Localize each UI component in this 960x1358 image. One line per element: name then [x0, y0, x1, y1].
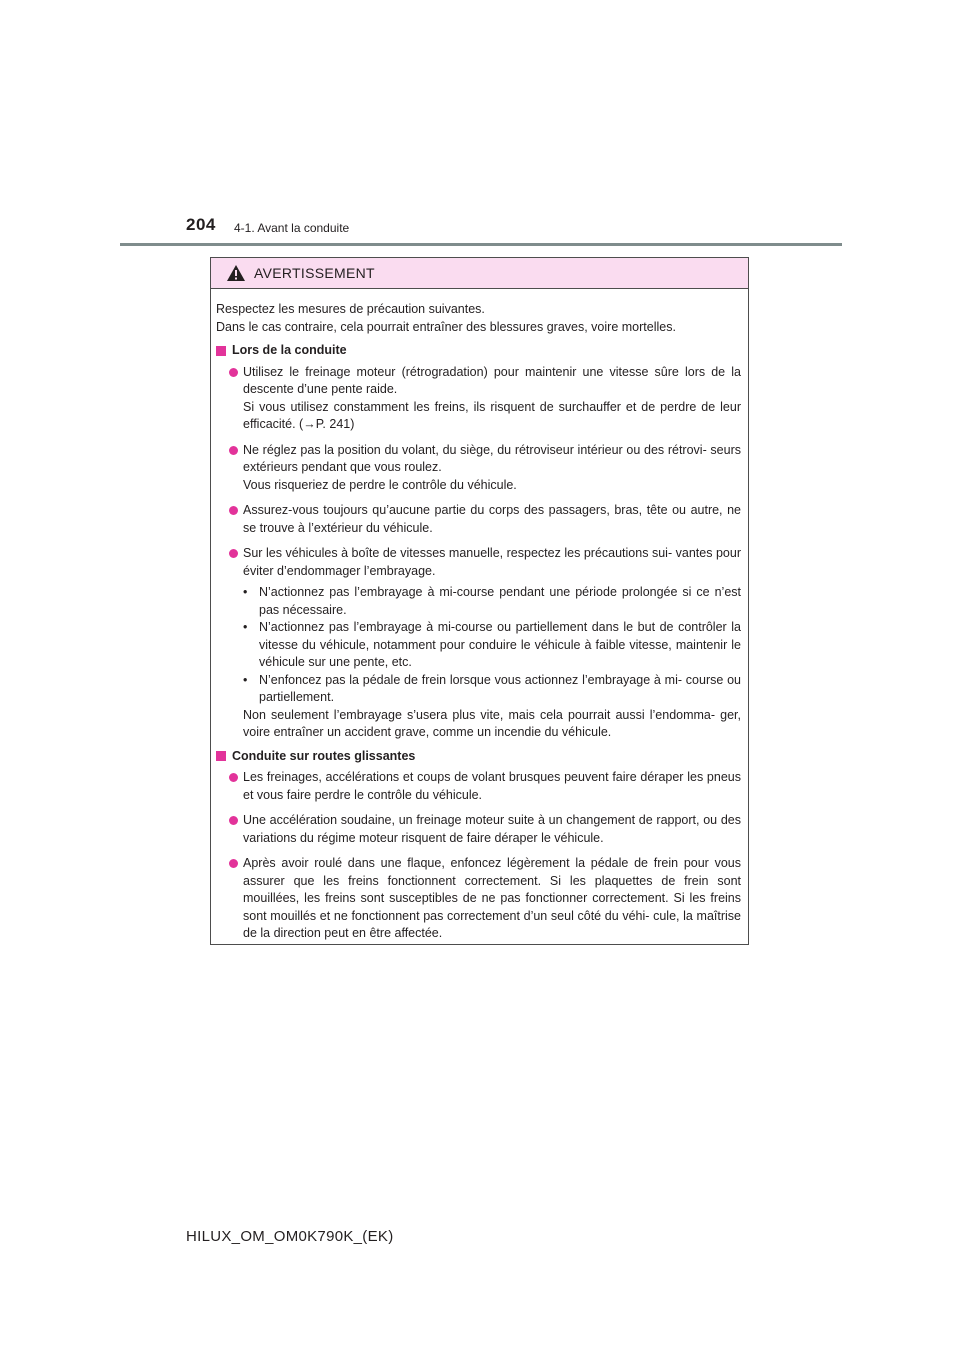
bullet-text: Vous risqueriez de perdre le contrôle du véhicule. [243, 477, 517, 492]
sub-list-item: • N’actionnez pas l’embrayage à mi-course pendant une période prolongée si ce n’est pas nécessaire. [243, 584, 741, 619]
bullet-text: Utilisez le freinage moteur (rétrogradation) pour maintenir une vitesse sûre lors de la descente d’une pente raide. [243, 364, 741, 396]
section-heading-label: Conduite sur routes glissantes [232, 748, 416, 763]
round-bullet-icon [229, 859, 238, 868]
warning-title: AVERTISSEMENT [254, 265, 375, 281]
bullet-text: Sur les véhicules à boîte de vitesses manuelle, respectez les précautions sui- vantes pour éviter d’endommager l’embrayage. [243, 546, 741, 578]
bullet-text: Si vous utilisez constamment les freins, ils risquent de surchauffer et de perdre de leur efficacité. (→P. 241) [243, 399, 741, 431]
round-bullet-icon [229, 816, 238, 825]
round-bullet-icon [229, 773, 238, 782]
header-rule [120, 243, 842, 246]
section-title: 4-1. Avant la conduite [234, 221, 350, 235]
section-heading-label: Lors de la conduite [232, 343, 347, 357]
square-bullet-icon [216, 346, 226, 356]
intro-line: Dans le cas contraire, cela pourrait entraîner des blessures graves, voire mortelles. [216, 319, 676, 334]
warning-intro [216, 301, 741, 336]
bullet-item [216, 812, 741, 847]
round-bullet-icon [229, 446, 238, 455]
sub-list-item: • N’enfoncez pas la pédale de frein lorsque vous actionnez l’embrayage à mi- course ou partiellement. [243, 672, 741, 707]
intro-line: Respectez les mesures de précaution suivantes. [216, 302, 485, 316]
document-code: HILUX_OM_OM0K790K_(EK) [186, 1228, 394, 1245]
section-heading-driving [216, 342, 741, 360]
bullet-text: Après avoir roulé dans une flaque, enfoncez légèrement la pédale de frein pour vous assurer que les freins fonctionnent correctement. Si les plaquettes de frein sont mouillées, les freins sont susceptibles de ne pas fonctionner correctement. Si les freins sont mouillés et ne fonctionnent pas correctement d’un seul côté du véhi- cule, la maîtrise de la direction peut en être affectée. [243, 856, 741, 940]
warning-triangle-icon [226, 264, 246, 282]
warning-header [211, 258, 748, 289]
bullet-item [216, 769, 741, 804]
bullet-text: Assurez-vous toujours qu’aucune partie du corps des passagers, bras, tête ou autre, ne se trouve à l’extérieur du véhicule. [243, 503, 741, 535]
bullet-item [216, 545, 741, 580]
bullet-text: Ne réglez pas la position du volant, du siège, du rétroviseur intérieur ou des rétrovi- seurs extérieurs pendant que vous roulez. [243, 442, 741, 474]
bullet-text: Une accélération soudaine, un freinage moteur suite à un changement de rapport, ou des variations du régime moteur risquent de faire déraper le véhicule. [243, 813, 741, 845]
bullet-item [216, 442, 741, 495]
sub-list [216, 584, 741, 707]
sub-list-item: • N’actionnez pas l’embrayage à mi-course ou partiellement dans le but de contrôler la vitesse du véhicule, notamment pour conduire le véhicule à faible vitesse, maintenir le véhicule sur une pente, etc. [243, 619, 741, 672]
warning-box [210, 257, 749, 945]
section-heading-slippery-roads [216, 748, 741, 766]
page-number: 204 [186, 215, 216, 234]
round-bullet-icon [229, 549, 238, 558]
bullet-text: Les freinages, accélérations et coups de volant brusques peuvent faire déraper les pneus et vous faire perdre le contrôle du véhicule. [243, 770, 741, 802]
note-text: Non seulement l’embrayage s’usera plus vite, mais cela pourrait aussi l’endomma- ger, voire entraîner un accident grave, comme un incendie du véhicule. [243, 707, 741, 739]
warning-body [211, 289, 748, 943]
round-bullet-icon [229, 506, 238, 515]
bullet-item [216, 502, 741, 537]
bullet-item [216, 855, 741, 943]
square-bullet-icon [216, 751, 226, 761]
bullet-item [216, 364, 741, 434]
round-bullet-icon [229, 368, 238, 377]
